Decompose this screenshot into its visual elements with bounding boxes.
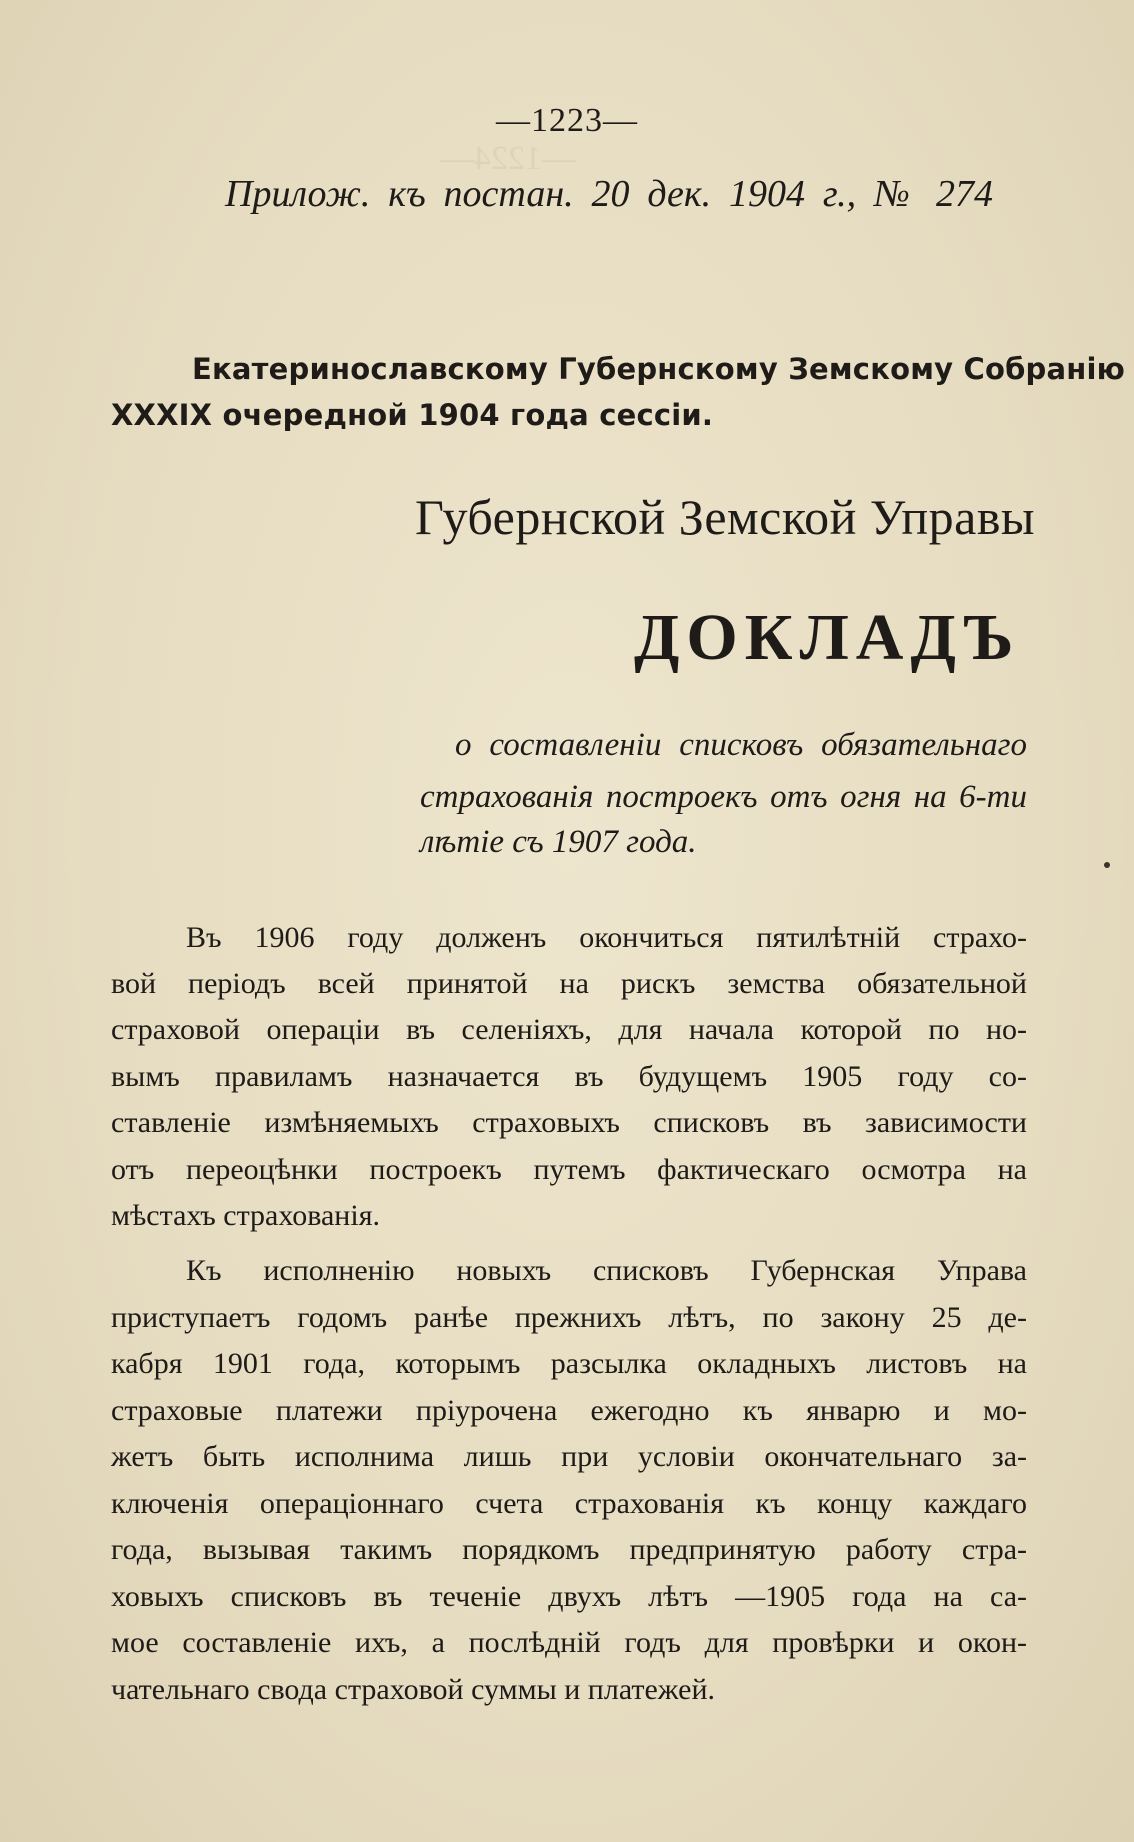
body-line: Къ исполненію новыхъ списковъ Губернская Управа xyxy=(186,1254,1027,1287)
body-line: ключенія операціоннаго счета страхованія къ концу каждаго xyxy=(111,1487,1027,1520)
ink-dot xyxy=(1104,862,1110,868)
body-line: страховой операціи въ селеніяхъ, для начала которой по но- xyxy=(111,1013,1027,1046)
body-line: года, вызывая такимъ порядкомъ предпринятую работу стра- xyxy=(111,1533,1027,1566)
body-line: Въ 1906 году долженъ окончиться пятилѣтній страхо- xyxy=(186,921,1027,954)
body-line: кабря 1901 года, которымъ разсылка окладныхъ листовъ на xyxy=(111,1347,1027,1380)
body-line: ховыхъ списковъ въ теченіе двухъ лѣтъ —1905 года на са- xyxy=(111,1580,1027,1613)
body-line: мое составленіе ихъ, а послѣдній годъ для провѣрки и окон- xyxy=(111,1626,1027,1659)
body-line: ставленіе измѣняемыхъ страховыхъ списковъ въ зависимости xyxy=(111,1106,1027,1139)
page-number: —1223— xyxy=(496,102,638,139)
body-line: приступаетъ годомъ ранѣе прежнихъ лѣтъ, по закону 25 де- xyxy=(111,1301,1027,1334)
addressee-line: XXXIX очередной 1904 года сессіи. xyxy=(111,398,714,432)
document-title: ДОКЛАДЪ xyxy=(634,601,1021,674)
body-line: вой періодъ всей принятой на рискъ земства обязательной xyxy=(111,967,1027,1000)
body-line: мѣстахъ страхованія. xyxy=(111,1199,380,1232)
body-line: отъ переоцѣнки построекъ путемъ фактическаго осмотра на xyxy=(111,1153,1027,1186)
subtitle-line: страхованія построекъ отъ огня на 6-ти xyxy=(420,779,1027,815)
addressee-line: Екатеринославскому Губернскому Земскому Собранію xyxy=(192,352,1126,386)
bleed-through-text: —1224— xyxy=(440,140,576,177)
subtitle-line: лѣтіе съ 1907 года. xyxy=(420,824,697,860)
body-line: страховые платежи пріурочена ежегодно къ январю и мо- xyxy=(111,1394,1027,1427)
appendix-reference: Прилож. къ постан. 20 дек. 1904 г., № 274 xyxy=(225,173,993,215)
body-line: чательнаго свода страховой суммы и платежей. xyxy=(111,1673,715,1706)
body-line: жетъ быть исполнима лишь при условіи окончательнаго за- xyxy=(111,1440,1027,1473)
body-line: вымъ правиламъ назначается въ будущемъ 1905 году со- xyxy=(111,1060,1027,1093)
subtitle-line: о составленіи списковъ обязательнаго xyxy=(455,727,1027,763)
issuer-heading: Губернской Земской Управы xyxy=(415,489,1036,545)
